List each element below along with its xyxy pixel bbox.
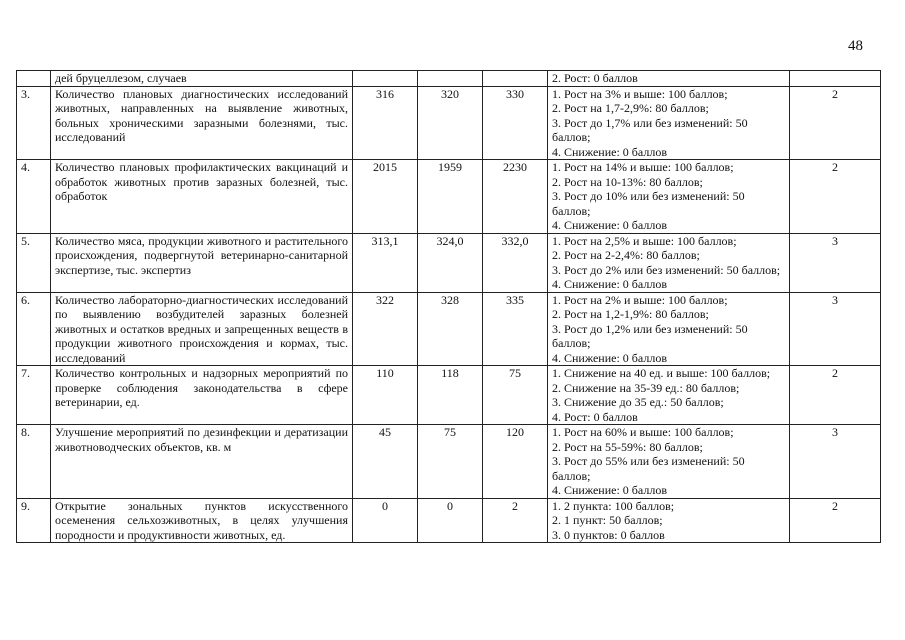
value-year-3: 2	[483, 498, 548, 543]
row-number: 8.	[17, 425, 51, 499]
weight-value: 3	[790, 425, 881, 499]
weight-value	[790, 71, 881, 87]
weight-value: 3	[790, 233, 881, 292]
indicator-description: Количество лабораторно-диагностических исследований по выявлению возбудителей заразных болезней животных и остатков вредных и запрещенных веществ в продукции животного происхождения и кормах, тыс. исследований	[51, 292, 353, 366]
indicator-description: Количество плановых профилактических вакцинаций и обработок животных против заразных болезней, тыс. обработок	[51, 160, 353, 234]
value-year-3: 75	[483, 366, 548, 425]
table-row	[17, 86, 881, 160]
value-year-1: 0	[353, 498, 418, 543]
criterion-line: 2. Рост на 1,7-2,9%: 80 баллов;	[552, 101, 709, 115]
value-year-1: 322	[353, 292, 418, 366]
weight-value: 2	[790, 366, 881, 425]
criterion-line: 2. Рост на 1,2-1,9%: 80 баллов;	[552, 307, 709, 321]
criterion-line: 2. Рост: 0 баллов	[552, 71, 638, 85]
indicator-description: Количество мяса, продукции животного и растительного происхождения, подвергнутой ветеринарно-санитарной экспертизе, тыс. экспертиз	[51, 233, 353, 292]
scoring-criteria	[548, 160, 790, 234]
criterion-line: 3. Рост до 1,7% или без изменений: 50 баллов;	[552, 115, 748, 144]
criterion-line: 1. Рост на 14% и выше: 100 баллов;	[552, 160, 734, 174]
row-number	[17, 71, 51, 87]
weight-value: 2	[790, 498, 881, 543]
criterion-line: 3. 0 пунктов: 0 баллов	[552, 527, 665, 542]
value-year-2: 0	[418, 498, 483, 543]
indicators-table	[16, 70, 881, 543]
weight-value: 2	[790, 86, 881, 160]
criterion-line: 1. Рост на 60% и выше: 100 баллов;	[552, 425, 734, 439]
value-year-2: 118	[418, 366, 483, 425]
table-row	[17, 366, 881, 425]
value-year-1: 45	[353, 425, 418, 499]
table-row	[17, 160, 881, 234]
criterion-line: 3. Снижение до 35 ед.: 50 баллов;	[552, 395, 724, 409]
criterion-line: 1. Рост на 2,5% и выше: 100 баллов;	[552, 233, 737, 248]
scoring-criteria	[548, 498, 790, 543]
criterion-line: 4. Снижение: 0 баллов	[552, 350, 667, 365]
value-year-3: 330	[483, 86, 548, 160]
indicator-description: Улучшение мероприятий по дезинфекции и дератизации животноводческих объектов, кв. м	[51, 425, 353, 499]
indicator-description: Количество контрольных и надзорных мероприятий по проверке соблюдения законодательства в сфере ветеринарии, ед.	[51, 366, 353, 425]
row-number: 3.	[17, 86, 51, 160]
value-year-3: 2230	[483, 160, 548, 234]
criterion-line: 1. Рост на 2% и выше: 100 баллов;	[552, 292, 728, 307]
row-number: 9.	[17, 498, 51, 543]
row-number: 6.	[17, 292, 51, 366]
scoring-criteria	[548, 71, 790, 87]
table-row	[17, 425, 881, 499]
table-row	[17, 292, 881, 366]
row-number: 5.	[17, 233, 51, 292]
value-year-2: 320	[418, 86, 483, 160]
criterion-line: 2. Снижение на 35-39 ед.: 80 баллов;	[552, 380, 740, 395]
scoring-criteria	[548, 292, 790, 366]
criterion-line: 4. Рост: 0 баллов	[552, 409, 638, 424]
row-number: 4.	[17, 160, 51, 234]
criterion-line: 4. Снижение: 0 баллов	[552, 277, 667, 291]
criterion-line: 3. Рост до 2% или без изменений: 50 баллов;	[552, 262, 781, 277]
value-year-2: 328	[418, 292, 483, 366]
value-year-3: 332,0	[483, 233, 548, 292]
value-year-2: 1959	[418, 160, 483, 234]
table-row	[17, 71, 881, 87]
scoring-criteria	[548, 366, 790, 425]
criterion-line: 1. Рост на 3% и выше: 100 баллов;	[552, 86, 728, 101]
indicator-description: Открытие зональных пунктов искусственного осеменения сельхозживотных, в целях улучшения породности и продуктивности животных, ед.	[51, 498, 353, 543]
value-year-1	[353, 71, 418, 87]
table-row	[17, 498, 881, 543]
criterion-line: 4. Снижение: 0 баллов	[552, 144, 667, 159]
value-year-3	[483, 71, 548, 87]
criterion-line: 2. 1 пункт: 50 баллов;	[552, 513, 663, 527]
page-number: 48	[848, 38, 863, 54]
criterion-line: 3. Рост до 1,2% или без изменений: 50 баллов;	[552, 321, 748, 350]
criterion-line: 4. Снижение: 0 баллов	[552, 483, 667, 497]
indicator-description: Количество плановых диагностических исследований животных, направленных на выявление животных, больных хроническими заразными болезнями, тыс. исследований	[51, 86, 353, 160]
weight-value: 2	[790, 160, 881, 234]
scoring-criteria	[548, 86, 790, 160]
table-row	[17, 233, 881, 292]
value-year-2: 324,0	[418, 233, 483, 292]
value-year-1: 313,1	[353, 233, 418, 292]
value-year-1: 2015	[353, 160, 418, 234]
weight-value: 3	[790, 292, 881, 366]
scoring-criteria	[548, 233, 790, 292]
scoring-criteria	[548, 425, 790, 499]
value-year-3: 335	[483, 292, 548, 366]
value-year-2	[418, 71, 483, 87]
criterion-line: 2. Рост на 2-2,4%: 80 баллов;	[552, 248, 700, 262]
indicator-description: дей бруцеллезом, случаев	[51, 71, 353, 87]
criterion-line: 2. Рост на 10-13%: 80 баллов;	[552, 174, 703, 189]
criterion-line: 1. Снижение на 40 ед. и выше: 100 баллов;	[552, 366, 771, 380]
value-year-3: 120	[483, 425, 548, 499]
criterion-line: 4. Снижение: 0 баллов	[552, 218, 667, 232]
criterion-line: 3. Рост до 55% или без изменений: 50 баллов;	[552, 454, 745, 483]
value-year-1: 110	[353, 366, 418, 425]
criterion-line: 2. Рост на 55-59%: 80 баллов;	[552, 439, 703, 454]
value-year-1: 316	[353, 86, 418, 160]
criterion-line: 1. 2 пункта: 100 баллов;	[552, 498, 675, 513]
value-year-2: 75	[418, 425, 483, 499]
criterion-line: 3. Рост до 10% или без изменений: 50 баллов;	[552, 189, 745, 218]
row-number: 7.	[17, 366, 51, 425]
